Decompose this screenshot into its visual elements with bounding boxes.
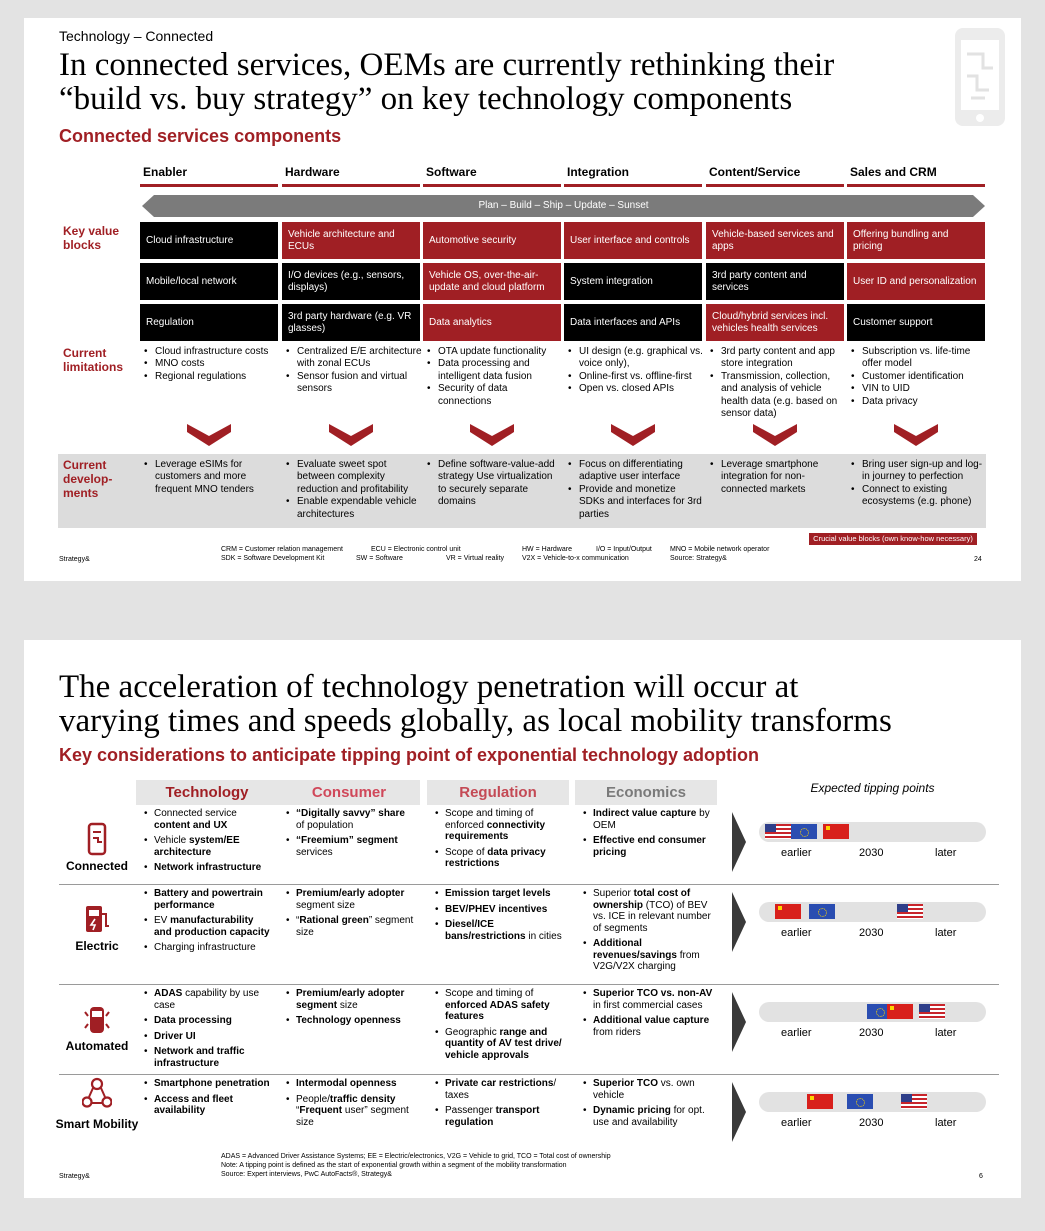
timeline-label-earlier: earlier (781, 1117, 812, 1129)
consideration-item (286, 808, 416, 831)
timeline-label-later: later (935, 847, 957, 859)
page-number: 24 (974, 556, 982, 563)
chevron-down-icon (894, 424, 938, 448)
consideration-item (583, 888, 713, 934)
consideration-item (286, 835, 416, 858)
consideration-item (144, 888, 274, 911)
text-run: segment size (296, 899, 355, 911)
development-item: • Focus on differentiating adaptive user interface (566, 459, 704, 484)
bold-term: BEV/PHEV incentives (445, 903, 548, 915)
bold-term: traffic density (329, 1093, 396, 1105)
bold-term: Diesel/ICE bans/restrictions (445, 919, 526, 942)
bold-term: data privacy restrictions (445, 846, 546, 869)
economics-considerations (583, 888, 713, 977)
text-run: vs. own vehicle (593, 1078, 695, 1101)
flag-us-icon (919, 1004, 945, 1019)
text-run: / taxes (445, 1078, 557, 1101)
bold-term: Additional value capture (593, 1015, 710, 1026)
value-block: Vehicle OS, over-the-air-update and cloud platform (423, 263, 561, 300)
limitation-item: • Transmission, collection, and analysis of vehicle health data (e.g. based on sensor data) (708, 371, 846, 421)
chevron-right-icon (732, 992, 746, 1052)
timeline-label-mid: 2030 (859, 1027, 884, 1039)
row-name: Electric (75, 939, 119, 953)
flag-us-icon (765, 824, 791, 839)
value-block: 3rd party hardware (e.g. VR glasses) (282, 304, 420, 341)
consideration-item (286, 1015, 416, 1027)
column-header-hardware: Hardware (285, 165, 340, 179)
bold-term: Technology openness (296, 1015, 401, 1026)
consumer-considerations (286, 808, 416, 862)
people-network-icon (82, 1076, 112, 1110)
tipping-point-timeline (759, 1092, 986, 1112)
technology-considerations (144, 1078, 274, 1121)
row-label-line: develop- (63, 472, 113, 486)
value-block: Offering bundling and pricing (847, 222, 985, 259)
text-run: Geographic (445, 1026, 500, 1038)
text-run: user” segment size (296, 1105, 409, 1128)
value-block: User interface and controls (564, 222, 702, 259)
timeline-label-earlier: earlier (781, 1027, 812, 1039)
text-run: “ (296, 915, 300, 926)
abbreviation: CRM = Customer relation management (221, 546, 343, 553)
consideration-item (286, 1078, 416, 1090)
development-item: • Bring user sign-up and log-in journey to perfection (849, 459, 987, 484)
row-label-current-developments (63, 458, 112, 500)
consideration-item (144, 1015, 274, 1027)
footnote-abbreviations: ADAS = Advanced Driver Assistance Systems; EE = Electric/electronics, V2G = Vehicle to grid, TCO = Total cost of ownership (221, 1153, 611, 1160)
row-label-line: Key value (63, 224, 120, 238)
bold-term: Access and fleet availability (154, 1093, 233, 1116)
value-block: Data interfaces and APIs (564, 304, 702, 341)
developments-list (142, 459, 280, 496)
bold-term: Additional revenues/savings (593, 938, 677, 961)
slide-tipping-points (24, 640, 1021, 1198)
technology-considerations (144, 808, 274, 878)
consideration-item (435, 988, 565, 1023)
slide-subtitle: Key considerations to anticipate tipping point of exponential technology adoption (59, 745, 760, 765)
consideration-item (144, 1031, 274, 1043)
value-block: Data analytics (423, 304, 561, 341)
consumer-considerations (286, 988, 416, 1031)
tipping-points-header: Expected tipping points (810, 781, 935, 795)
developments-list (566, 459, 704, 521)
regulation-considerations (435, 1078, 565, 1132)
consideration-item (435, 1027, 565, 1062)
footnotes (221, 1152, 611, 1179)
bold-term: total cost of ownership (593, 888, 691, 911)
text-run: Scope and timing of (445, 988, 534, 999)
consideration-item (583, 835, 713, 858)
text-run: in first commercial cases (593, 999, 703, 1011)
development-item: • Evaluate sweet spot between complexity reduction and profitability (284, 459, 422, 496)
bold-term: Private car restrictions (445, 1078, 554, 1089)
bold-term: Emission target levels (445, 888, 551, 899)
chevron-down-icon (329, 424, 373, 448)
developments-list (284, 459, 422, 521)
consideration-item (435, 808, 565, 843)
consideration-item (435, 888, 565, 900)
slide-subtitle: Connected services components (59, 126, 342, 146)
text-run: from riders (593, 1026, 641, 1038)
value-block: Mobile/local network (140, 263, 278, 300)
consumer-considerations (286, 888, 416, 942)
consideration-item (144, 1094, 274, 1117)
row-separator (59, 1074, 999, 1075)
text-run: (TCO) of BEV vs. ICE in relevant number of segments (593, 899, 711, 934)
abbreviation: ECU = Electronic control unit (371, 546, 461, 553)
limitations-list (849, 346, 987, 408)
consideration-item (583, 988, 713, 1011)
text-run: EV (154, 915, 171, 926)
limitation-item: • Data privacy (849, 396, 987, 408)
bold-term: Data processing (154, 1015, 232, 1026)
flag-eu-icon (791, 824, 817, 839)
column-underline (564, 184, 702, 187)
bold-term: Dynamic pricing (593, 1105, 671, 1116)
row-label-key-value-blocks (63, 224, 119, 252)
development-item: • Define software-value-add strategy Use virtualization to securely separate domains (425, 459, 563, 509)
consideration-item (286, 988, 416, 1011)
value-block: Vehicle architecture and ECUs (282, 222, 420, 259)
text-run: Scope and timing of enforced (445, 808, 534, 831)
development-item: • Enable expendable vehicle architectures (284, 496, 422, 521)
timeline-label-later: later (935, 1027, 957, 1039)
abbreviation: MNO = Mobile network operator (670, 546, 770, 553)
column-header-economics: Economics (575, 780, 717, 805)
value-block: System integration (564, 263, 702, 300)
text-run: Passenger (445, 1105, 496, 1116)
text-run: Vehicle (154, 835, 190, 846)
crucial-value-blocks-legend: Crucial value blocks (own know-how necessary) (809, 533, 977, 545)
slide-kicker: Technology – Connected (59, 28, 214, 44)
bold-term: Intermodal openness (296, 1078, 397, 1089)
slide-title-line-1: The acceleration of technology penetration will occur at (59, 669, 799, 705)
economics-considerations (583, 1078, 713, 1132)
text-run: capability by use case (154, 988, 260, 1011)
text-run: Scope of (445, 846, 488, 858)
row-name: Automated (65, 1039, 129, 1053)
consumer-considerations (286, 1078, 416, 1132)
timeline-label-mid: 2030 (859, 847, 884, 859)
limitation-item: • Online-first vs. offline-first (566, 371, 704, 383)
developments-list (708, 459, 846, 496)
limitation-item: • 3rd party content and app store integration (708, 346, 846, 371)
bold-term: Indirect value capture (593, 808, 697, 819)
column-header-sales-and-crm: Sales and CRM (850, 165, 937, 179)
consideration-item (583, 808, 713, 831)
row-label-line: ments (63, 486, 99, 500)
value-block: User ID and personalization (847, 263, 985, 300)
consideration-item (435, 919, 565, 942)
text-run: Connected service (154, 808, 237, 819)
value-block: Customer support (847, 304, 985, 341)
regulation-considerations (435, 988, 565, 1065)
text-run: Superior (593, 888, 634, 899)
bold-term: enforced ADAS safety features (445, 999, 550, 1022)
abbreviation: Source: Strategy& (670, 555, 727, 562)
footnote-note: Note: A tipping point is defined as the start of exponential growth within a segment of the mobility transformation (221, 1162, 567, 1169)
column-header-enabler: Enabler (143, 165, 188, 179)
column-underline (706, 184, 844, 187)
consideration-item (435, 1105, 565, 1128)
tipping-point-timeline (759, 902, 986, 922)
consideration-item (286, 915, 416, 938)
limitation-item: • Open vs. closed APIs (566, 383, 704, 395)
row-name: Smart Mobility (55, 1117, 139, 1131)
row-label-line: Current (63, 346, 107, 360)
autonomous-car-icon (82, 1002, 112, 1036)
consideration-item (583, 1078, 713, 1101)
chevron-down-icon (611, 424, 655, 448)
chevron-right-icon (732, 1082, 746, 1142)
chevron-down-icon (753, 424, 797, 448)
column-header-consumer: Consumer (278, 780, 420, 805)
technology-considerations (144, 888, 274, 958)
column-underline (423, 184, 561, 187)
timeline-label-mid: 2030 (859, 927, 884, 939)
timeline-label-later: later (935, 1117, 957, 1129)
charging-station-icon (82, 902, 112, 936)
slide-title (59, 48, 959, 116)
economics-considerations (583, 808, 713, 862)
limitation-item: • Regional regulations (142, 371, 280, 383)
bold-term: Frequent (299, 1105, 343, 1116)
bold-term: ADAS (154, 988, 183, 999)
tipping-point-timeline (759, 1002, 986, 1022)
text-run: People/ (296, 1093, 330, 1105)
economics-considerations (583, 988, 713, 1042)
text-run: in cities (525, 930, 562, 942)
regulation-considerations (435, 808, 565, 874)
bold-term: transport regulation (445, 1105, 540, 1128)
bold-term: range and quantity of AV test drive/ vehicle approvals (445, 1026, 562, 1061)
slide-title (59, 670, 1009, 738)
consideration-item (144, 808, 274, 831)
limitation-item: • OTA update functionality (425, 346, 563, 358)
brand-footer: Strategy& (59, 1173, 90, 1180)
bold-term: content and UX (154, 819, 228, 831)
flag-eu-icon (809, 904, 835, 919)
page-number: 6 (979, 1173, 983, 1180)
column-header-software: Software (426, 165, 477, 179)
consideration-item (144, 1046, 274, 1069)
technology-considerations (144, 988, 274, 1073)
row-label-current-limitations (63, 346, 123, 374)
consideration-item (144, 988, 274, 1011)
flag-us-icon (901, 1094, 927, 1109)
bold-term: Driver UI (154, 1030, 196, 1042)
smartphone-circuit-icon (82, 822, 112, 856)
text-run: for opt. use and availability (593, 1105, 705, 1128)
limitation-item: • Centralized E/E architecture with zonal ECUs (284, 346, 422, 371)
footnote-source: Source: Expert interviews, PwC AutoFacts®, Strategy& (221, 1171, 392, 1178)
value-block: 3rd party content and services (706, 263, 844, 300)
consideration-item (583, 1015, 713, 1038)
value-block: I/O devices (e.g., sensors, displays) (282, 263, 420, 300)
consideration-item (286, 888, 416, 911)
timeline-label-earlier: earlier (781, 847, 812, 859)
flag-cn-icon (775, 904, 801, 919)
consideration-item (144, 942, 274, 954)
abbreviation: V2X = Vehicle-to-x communication (522, 555, 629, 562)
limitation-item: • Subscription vs. life-time offer model (849, 346, 987, 371)
abbreviation: VR = Virtual reality (446, 555, 505, 562)
consideration-item (144, 915, 274, 938)
slide-title-line-1: In connected services, OEMs are currently rethinking their (59, 47, 835, 83)
bold-term: Network infrastructure (154, 862, 262, 873)
bold-term: manufacturability and production capacity (154, 915, 270, 938)
slide-title-line-2: “build vs. buy strategy” on key technology components (59, 81, 793, 117)
bold-term: Premium/early adopter segment (296, 988, 405, 1011)
limitation-item: • Customer identification (849, 371, 987, 383)
row-label-line: blocks (63, 238, 102, 252)
column-underline (282, 184, 420, 187)
text-run: services (296, 846, 333, 858)
text-run: size (337, 999, 358, 1011)
timeline-label-mid: 2030 (859, 1117, 884, 1129)
limitations-list (425, 346, 563, 408)
chevron-down-icon (470, 424, 514, 448)
flag-us-icon (897, 904, 923, 919)
developments-list (425, 459, 563, 509)
bold-term: connectivity requirements (445, 819, 546, 842)
value-block: Regulation (140, 304, 278, 341)
consideration-item (286, 1094, 416, 1129)
abbreviation: I/O = Input/Output (596, 546, 652, 553)
bold-term: “Freemium” segment (296, 835, 398, 846)
column-underline (140, 184, 278, 187)
consideration-item (435, 1078, 565, 1101)
timeline-label-later: later (935, 927, 957, 939)
bold-term: Superior TCO (593, 1078, 659, 1089)
slide-title-line-2: varying times and speeds globally, as local mobility transforms (59, 703, 892, 739)
bold-term: Effective end consumer pricing (593, 835, 706, 858)
bold-term: system/EE architecture (154, 835, 240, 858)
consideration-item (144, 862, 274, 874)
flag-cn-icon (823, 824, 849, 839)
development-item: • Leverage smartphone integration for non-connected markets (708, 459, 846, 496)
text-run: from V2G/V2X charging (593, 949, 700, 972)
row-label-line: limitations (63, 360, 124, 374)
bold-term: Battery and powertrain performance (154, 888, 263, 911)
bold-term: Network and traffic infrastructure (154, 1046, 245, 1069)
timeline-label-earlier: earlier (781, 927, 812, 939)
text-run: ” segment size (296, 915, 414, 938)
smartphone-circuit-icon (949, 24, 1011, 130)
limitations-list (708, 346, 846, 420)
brand-footer: Strategy& (59, 556, 90, 563)
consideration-item (435, 904, 565, 916)
limitation-item: • MNO costs (142, 358, 280, 370)
limitation-item: • Cloud infrastructure costs (142, 346, 280, 358)
column-header-integration: Integration (567, 165, 629, 179)
bold-term: Premium/early adopter (296, 888, 405, 899)
column-header-regulation: Regulation (427, 780, 569, 805)
consideration-item (583, 1105, 713, 1128)
row-name: Connected (65, 859, 128, 873)
regulation-considerations (435, 888, 565, 946)
chevron-right-icon (732, 892, 746, 952)
text-run: of population (296, 819, 354, 831)
column-header-content-service: Content/Service (709, 165, 801, 179)
bold-term: “Digitally savvy” share (296, 808, 405, 819)
row-separator (59, 984, 999, 985)
row-separator (59, 884, 999, 885)
limitation-item: • Security of data connections (425, 383, 563, 408)
text-run: “ (296, 1105, 300, 1116)
slide-connected-services (24, 18, 1021, 581)
development-item: • Provide and monetize SDKs and interfaces for 3rd parties (566, 484, 704, 521)
chevron-down-icon (187, 424, 231, 448)
development-item: • Connect to existing ecosystems (e.g. phone) (849, 484, 987, 509)
limitation-item: • VIN to UID (849, 383, 987, 395)
limitation-item: • UI design (e.g. graphical vs. voice only), (566, 346, 704, 371)
abbreviation: SW = Software (356, 555, 403, 562)
limitations-list (284, 346, 422, 396)
column-header-technology: Technology (136, 780, 278, 805)
flag-cn-icon (887, 1004, 913, 1019)
flag-cn-icon (807, 1094, 833, 1109)
abbreviation: SDK = Software Development Kit (221, 555, 325, 562)
consideration-item (583, 938, 713, 973)
limitations-list (142, 346, 280, 383)
value-block: Vehicle-based services and apps (706, 222, 844, 259)
limitation-item: • Data processing and intelligent data fusion (425, 358, 563, 383)
value-block: Cloud/hybrid services incl. vehicles health services (706, 304, 844, 341)
row-label-line: Current (63, 458, 107, 472)
value-block: Automotive security (423, 222, 561, 259)
abbreviation: HW = Hardware (522, 546, 572, 553)
text-run: by OEM (593, 808, 710, 831)
limitations-list (566, 346, 704, 396)
flag-eu-icon (847, 1094, 873, 1109)
bold-term: Smartphone penetration (154, 1078, 270, 1089)
tipping-point-timeline (759, 822, 986, 842)
consideration-item (435, 847, 565, 870)
value-block: Cloud infrastructure (140, 222, 278, 259)
limitation-item: • Sensor fusion and virtual sensors (284, 371, 422, 396)
development-item: • Leverage eSIMs for customers and more frequent MNO tenders (142, 459, 280, 496)
chevron-right-icon (732, 812, 746, 872)
bold-term: Rational green (299, 915, 369, 926)
text-run: Charging infrastructure (154, 942, 256, 953)
consideration-item (144, 1078, 274, 1090)
consideration-item (144, 835, 274, 858)
lifecycle-arrow-label: Plan – Build – Ship – Update – Sunset (478, 200, 649, 211)
bold-term: Superior TCO vs. non-AV (593, 988, 713, 999)
developments-list (849, 459, 987, 509)
column-underline (847, 184, 985, 187)
